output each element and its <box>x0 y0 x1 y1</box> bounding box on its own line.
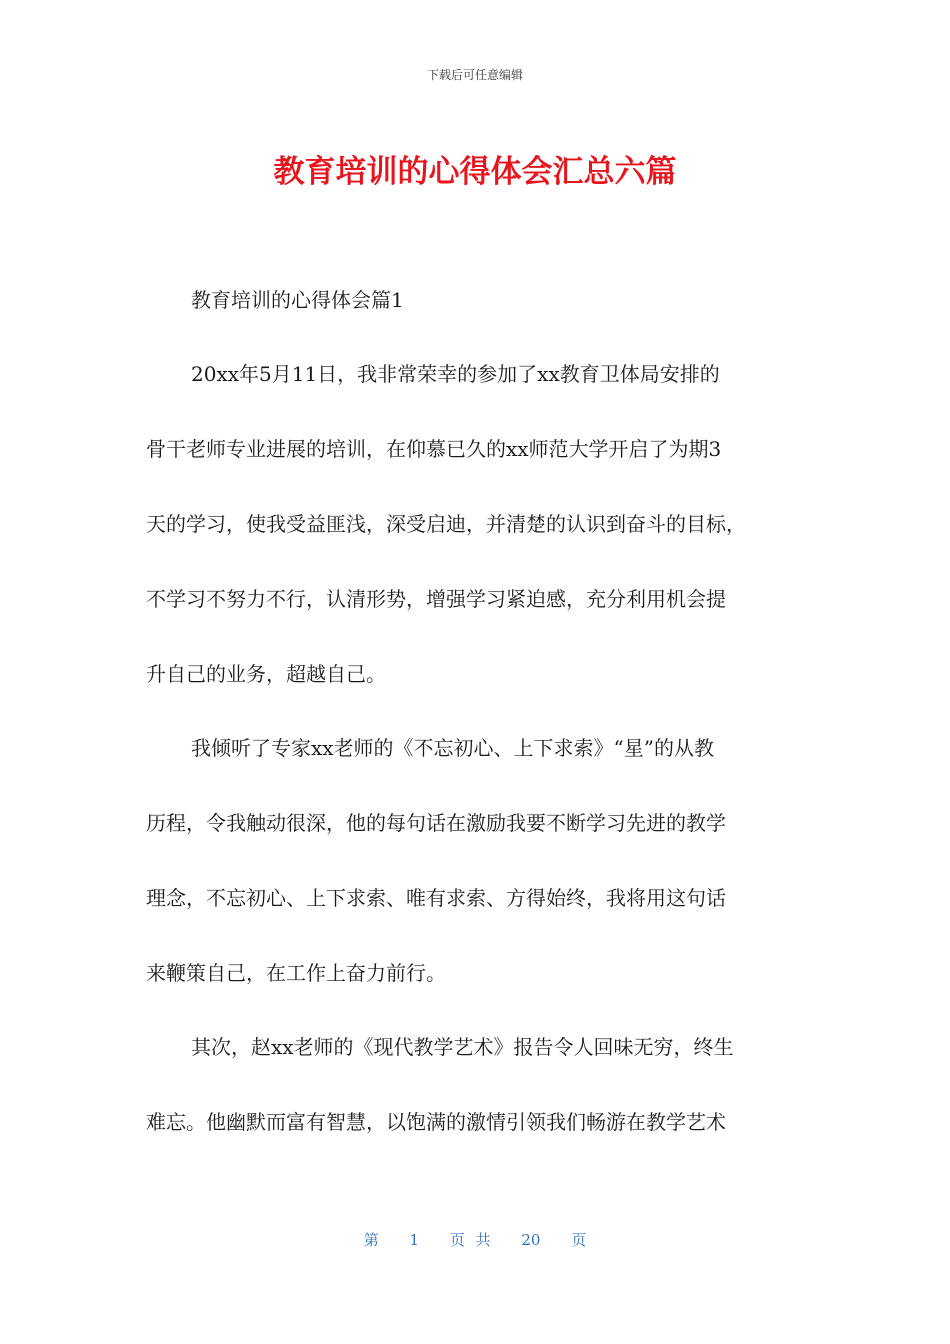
paragraph-line: 其次，赵xx老师的《现代教学艺术》报告令人回味无穷，终生 <box>191 1035 734 1059</box>
paragraph-line: 骨干老师专业进展的培训，在仰慕已久的xx师范大学开启了为期3 <box>146 437 722 461</box>
paragraph-line: 理念，不忘初心、上下求索、唯有求索、方得始终，我将用这句话 <box>146 886 726 910</box>
footer-total-pages: 20 <box>521 1231 541 1249</box>
paragraph-line: 我倾听了专家xx老师的《不忘初心、上下求索》“星”的从教 <box>191 736 715 760</box>
paragraph-line: 来鞭策自己，在工作上奋力前行。 <box>146 961 446 985</box>
footer-mid: 页 共 <box>449 1231 491 1249</box>
footer-prefix: 第 <box>363 1231 379 1249</box>
section-heading: 教育培训的心得体会篇1 <box>191 288 404 312</box>
paragraph-line: 难忘。他幽默而富有智慧，以饱满的激情引领我们畅游在教学艺术 <box>146 1110 726 1134</box>
page-footer <box>0 1229 950 1250</box>
paragraph-line: 不学习不努力不行，认清形势，增强学习紧迫感，充分利用机会提 <box>146 587 726 611</box>
paragraph-line: 历程，令我触动很深，他的每句话在激励我要不断学习先进的教学 <box>146 811 726 835</box>
document-title: 教育培训的心得体会汇总六篇 <box>273 154 677 190</box>
paragraph-line: 升自己的业务，超越自己。 <box>146 662 386 686</box>
footer-suffix: 页 <box>571 1231 587 1249</box>
header-note: 下载后可任意编辑 <box>426 68 523 82</box>
footer-current-page: 1 <box>409 1231 420 1249</box>
paragraph-line: 天的学习，使我受益匪浅，深受启迪，并清楚的认识到奋斗的目标， <box>146 512 746 536</box>
paragraph-line: 20xx年5月11日，我非常荣幸的参加了xx教育卫体局安排的 <box>191 362 720 386</box>
